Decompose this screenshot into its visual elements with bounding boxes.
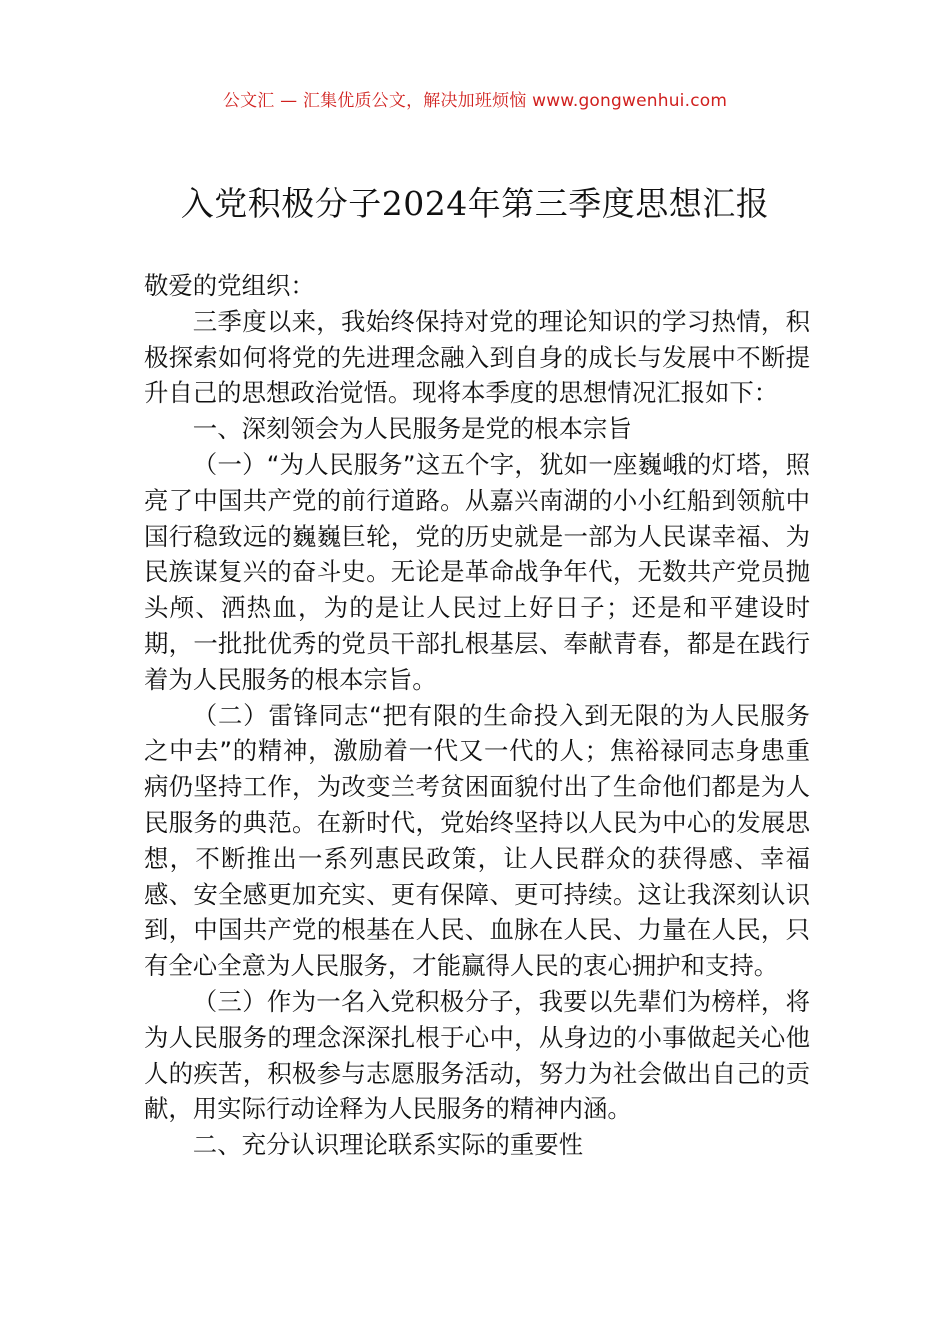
section-heading-1: 一、深刻领会为人民服务是党的根本宗旨 [192,414,632,444]
paragraph-1-3: （三）作为一名入党积极分子，我要以先辈们为榜样，将为人民服务的理念深深扎根于心中，从身边的小事做起关心他人的疾苦，积极参与志愿服务活动，努力为社会做出自己的贡献，用实际行动诠释为人民服务的精神内涵。 [144,986,810,1124]
paragraph-intro: 三季度以来，我始终保持对党的理论知识的学习热情，积极探索如何将党的先进理念融入到自身的成长与发展中不断提升自己的思想政治觉悟。现将本季度的思想情况汇报如下： [144,306,810,408]
paragraph-1-2: （二）雷锋同志“把有限的生命投入到无限的为人民服务之中去”的精神，激励着一代又一代的人；焦裕禄同志身患重病仍坚持工作，为改变兰考贫困面貌付出了生命他们都是为人民服务的典范。在新时代，党始终坚持以人民为中心的发展思想，不断推出一系列惠民政策，让人民群众的获得感、幸福感、安全感更加充实、更有保障、更可持续。这让我深刻认识到，中国共产党的根基在人民、血脉在人民、力量在人民，只有全心全意为人民服务，才能赢得人民的衷心拥护和支持。 [144,700,810,981]
section-heading-2: 二、充分认识理论联系实际的重要性 [192,1130,584,1160]
document-body [144,268,810,1163]
salutation: 敬爱的党组织： [144,271,315,300]
paragraph-1-1: （一）“为人民服务”这五个字，犹如一座巍峨的灯塔，照亮了中国共产党的前行道路。从嘉兴南湖的小小红船到领航中国行稳致远的巍巍巨轮，党的历史就是一部为人民谋幸福、为民族谋复兴的奋斗史。无论是革命战争年代，无数共产党员抛头颅、洒热血，为的是让人民过上好日子；还是和平建设时期，一批批优秀的党员干部扎根基层、奉献青春，都是在践行着为人民服务的根本宗旨。 [144,449,810,694]
document-title: 入党积极分子2024年第三季度思想汇报 [180,184,770,223]
header-banner: 公文汇 — 汇集优质公文，解决加班烦恼 www.gongwenhui.com [222,91,728,111]
